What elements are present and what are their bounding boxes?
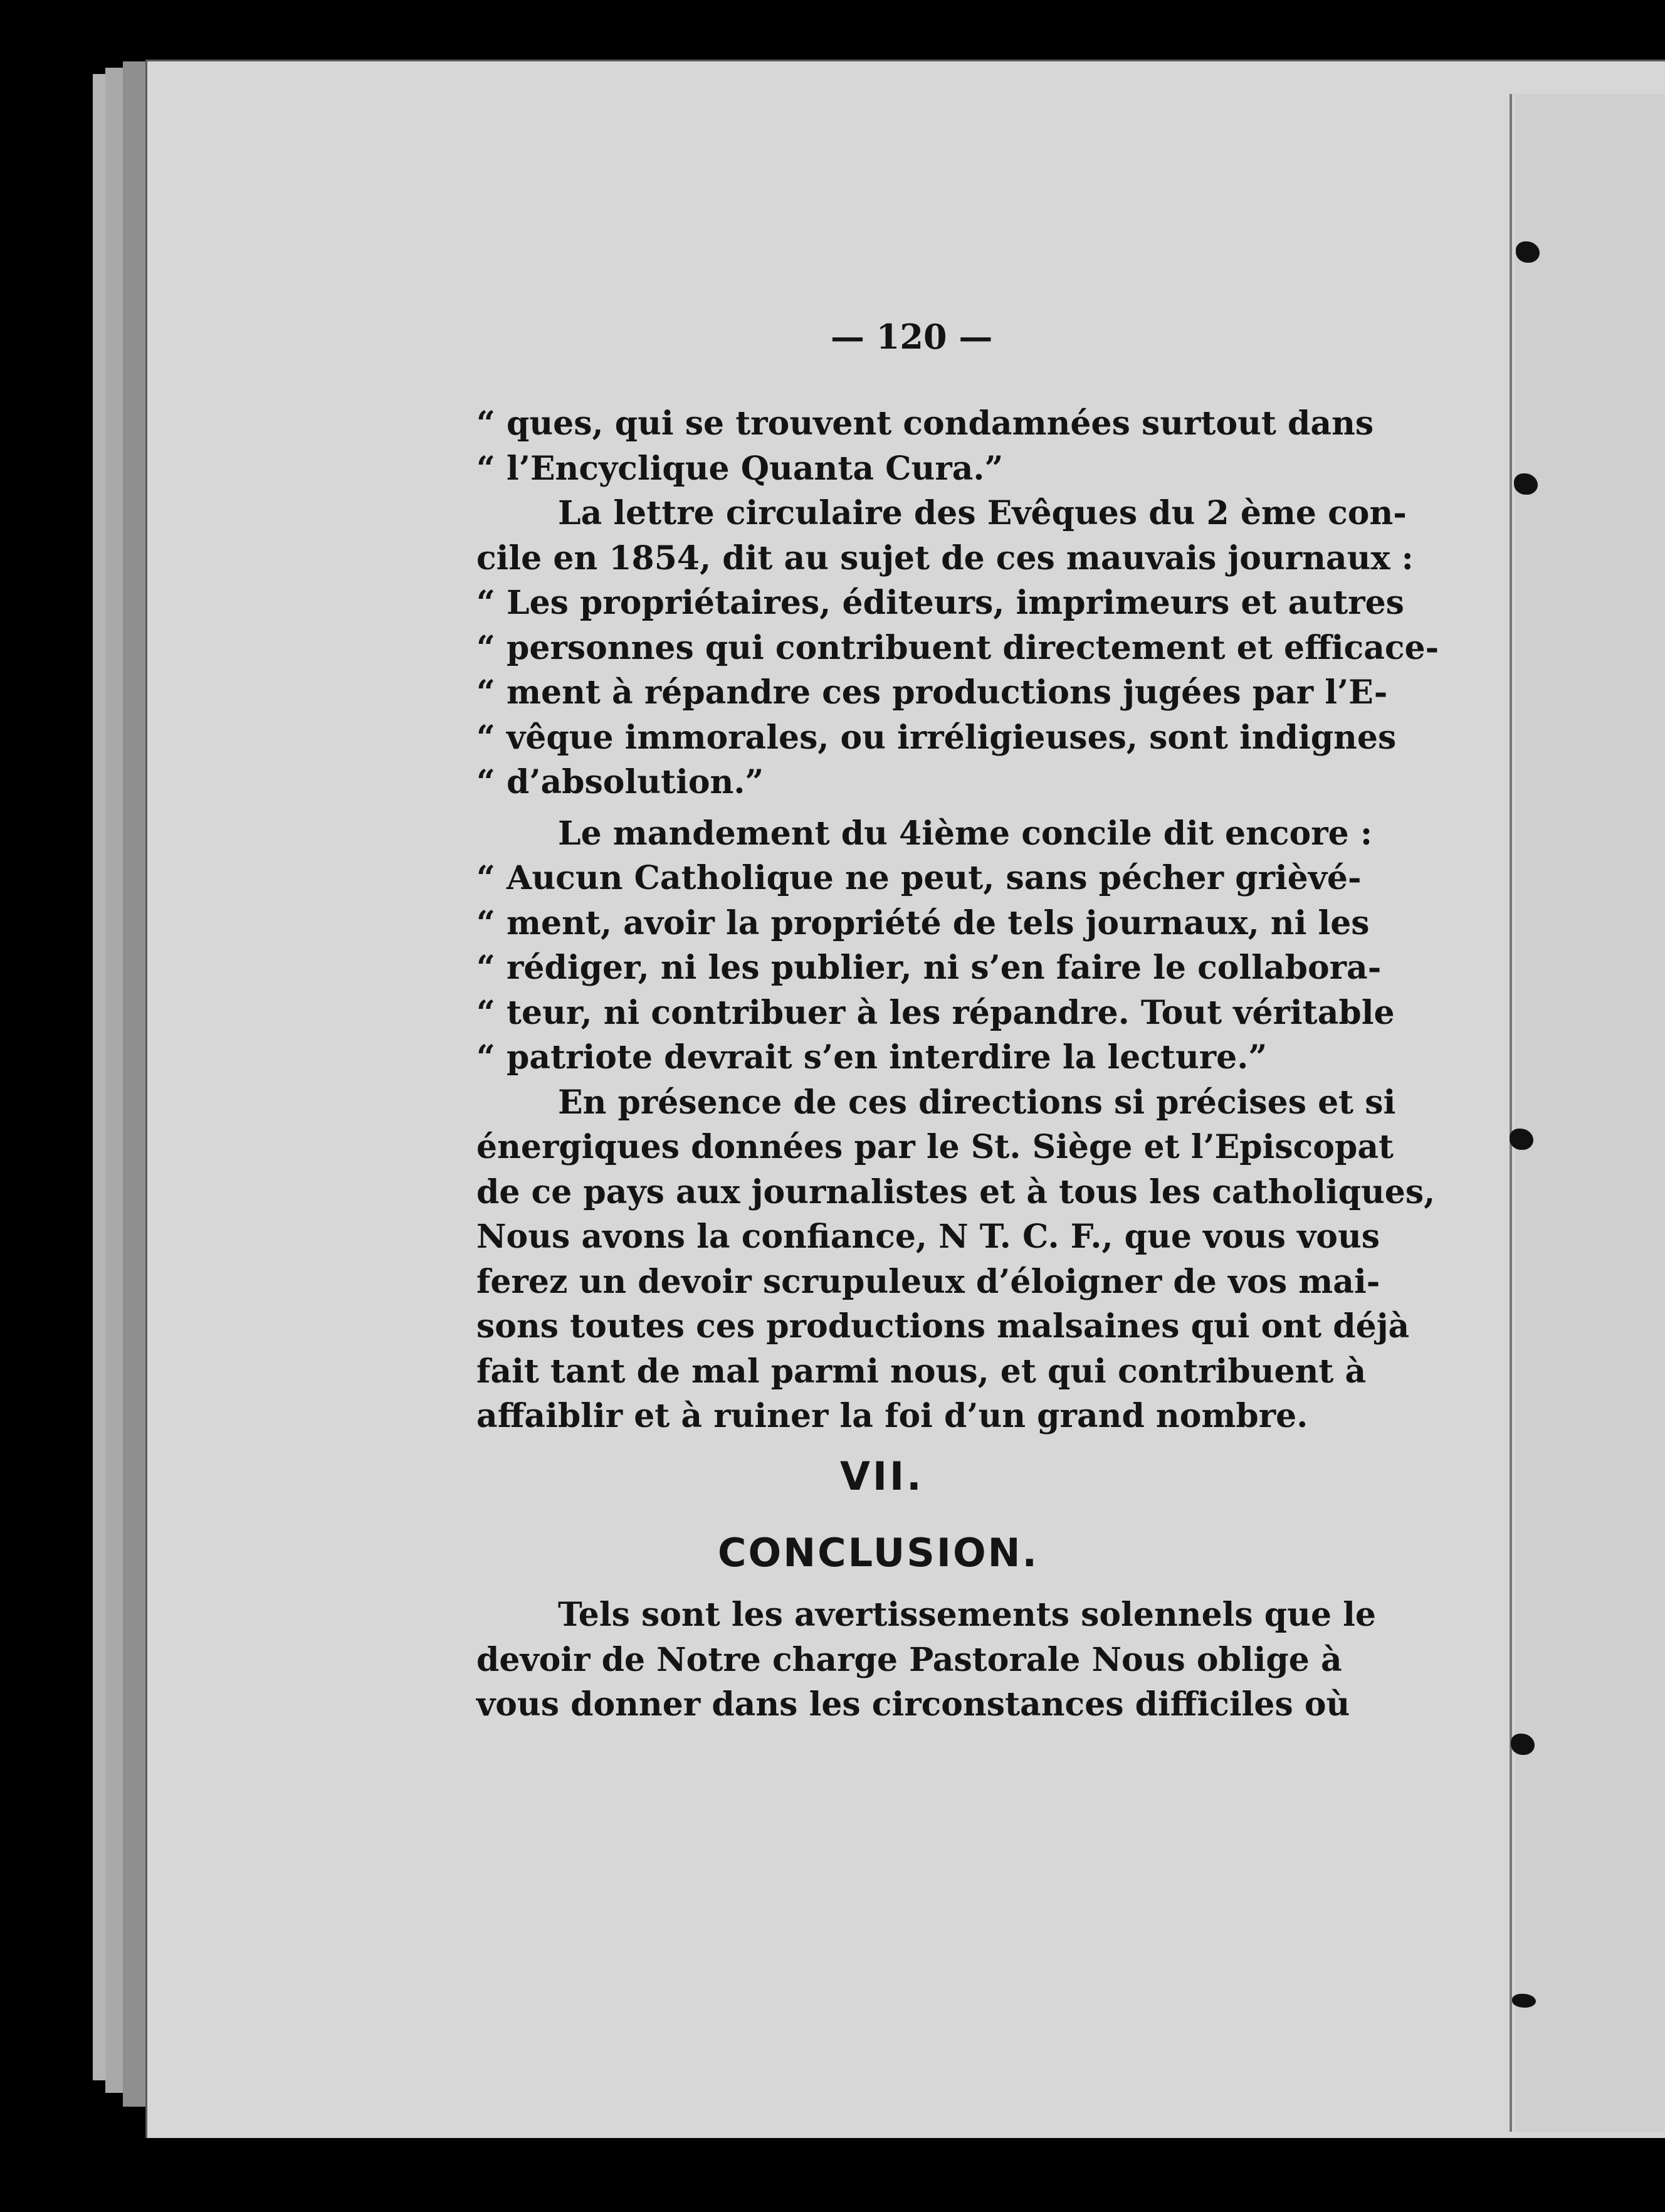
section-title: CONCLUSION.	[718, 1530, 1039, 1576]
text-line: En présence de ces directions si précises et si	[558, 1083, 1396, 1122]
text-line: “ vêque immorales, ou irréligieuses, sont indignes	[476, 718, 1397, 757]
text-line: “ teur, ni contribuer à les répandre. Tout véritable	[476, 993, 1395, 1032]
text-line: La lettre circulaire des Evêques du 2 ème con-	[558, 494, 1407, 532]
page-number: — 120 —	[831, 317, 993, 357]
text-line: vous donner dans les circonstances difficiles où	[476, 1685, 1350, 1724]
text-line: “ personnes qui contribuent directement et efficace-	[476, 628, 1439, 667]
text-line: devoir de Notre charge Pastorale Nous oblige à	[476, 1640, 1342, 1679]
text-line: fait tant de mal parmi nous, et qui contribuent à	[476, 1352, 1367, 1391]
body-text-top	[476, 401, 1439, 1439]
body-text-bottom	[476, 1593, 1376, 1727]
binding-fold	[1510, 94, 1512, 2132]
text-line: “ rédiger, ni les publier, ni s’en faire le collabora-	[476, 949, 1382, 987]
text-line: affaiblir et à ruiner la foi d’un grand nombre.	[476, 1397, 1308, 1435]
binding-stitch-mark	[1514, 473, 1538, 495]
section-number: VII.	[840, 1453, 924, 1499]
text-line: “ l’Encyclique Quanta Cura.”	[476, 449, 1004, 488]
text-line: ferez un devoir scrupuleux d’éloigner de vos mai-	[476, 1262, 1380, 1301]
text-line: “ Aucun Catholique ne peut, sans pécher grièvé-	[476, 859, 1362, 897]
text-line: “ Les propriétaires, éditeurs, imprimeurs et autres	[476, 584, 1404, 622]
text-line: de ce pays aux journalistes et à tous les catholiques,	[476, 1172, 1436, 1211]
text-line: Le mandement du 4ième concile dit encore :	[558, 814, 1373, 853]
binding-stitch-mark	[1516, 241, 1540, 263]
text-line: “ ques, qui se trouvent condamnées surtout dans	[476, 404, 1374, 443]
text-line: “ ment à répandre ces productions jugées par l’E-	[476, 673, 1388, 712]
binding-stitch-mark	[1512, 1994, 1536, 2008]
text-line: “ patriote devrait s’en interdire la lecture.”	[476, 1038, 1268, 1077]
text-line: cile en 1854, dit au sujet de ces mauvais journaux :	[476, 539, 1414, 577]
facing-page-strip	[1515, 94, 1665, 2132]
text-line: énergiques données par le St. Siège et l’Episcopat	[476, 1128, 1394, 1166]
text-line: Tels sont les avertissements solennels que le	[558, 1596, 1376, 1634]
binding-stitch-mark	[1510, 1129, 1533, 1150]
text-line: “ d’absolution.”	[476, 763, 764, 801]
text-line: “ ment, avoir la propriété de tels journaux, ni les	[476, 903, 1370, 942]
binding-stitch-mark	[1511, 1734, 1535, 1755]
text-line: Nous avons la confiance, N T. C. F., que vous vous	[476, 1218, 1380, 1256]
text-line: sons toutes ces productions malsaines qui ont déjà	[476, 1307, 1410, 1346]
